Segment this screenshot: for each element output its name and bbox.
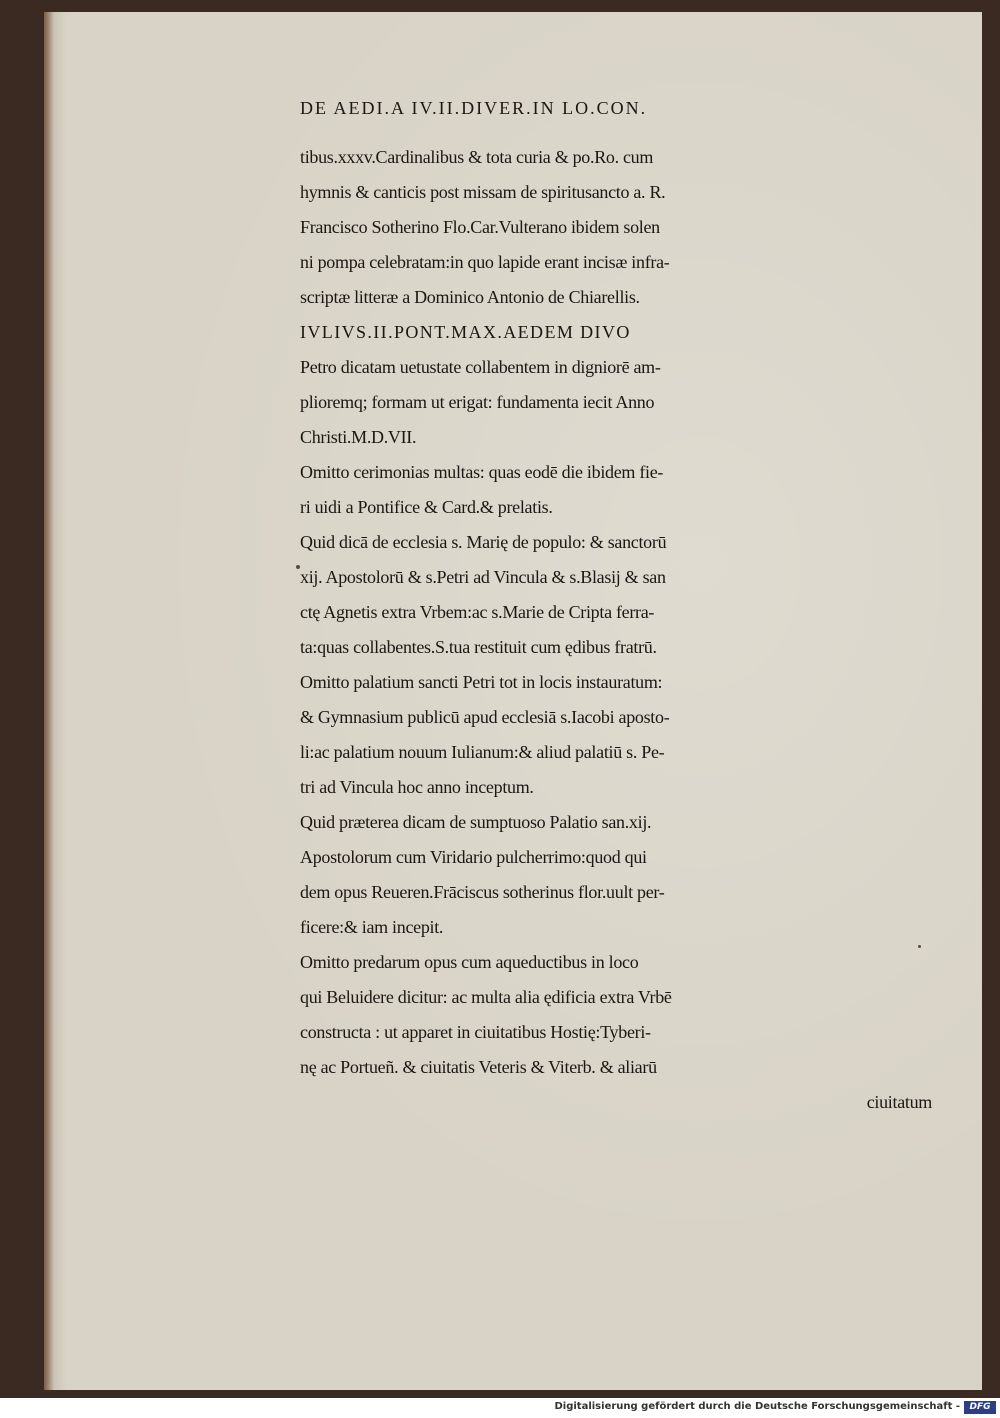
text-line: Quid præterea dicam de sumptuoso Palatio san.xij. <box>300 812 652 832</box>
text-line: Francisco Sotherino Flo.Car.Vulterano ibidem solen <box>300 217 660 237</box>
text-line: constructa : ut apparet in ciuitatibus Hostię:Tyberi- <box>300 1022 651 1042</box>
text-line: tibus.xxxv.Cardinalibus & tota curia & po.Ro. cum <box>300 147 654 167</box>
gutter-shadow <box>44 12 54 1390</box>
footer-bar <box>0 1398 1000 1418</box>
text-line: ri uidi a Pontifice & Card.& prelatis. <box>300 497 553 517</box>
text-line: Omitto predarum opus cum aqueductibus in loco <box>300 952 639 972</box>
text-line: scriptæ litteræ a Dominico Antonio de Chiarellis. <box>300 287 640 307</box>
text-line: Quid dicā de ecclesia s. Marię de populo: & sanctorū <box>300 532 667 552</box>
text-line: Apostolorum cum Viridario pulcherrimo:quod qui <box>300 847 647 867</box>
funding-credit: Digitalisierung gefördert durch die Deutsche Forschungsgemeinschaft - <box>554 1401 960 1412</box>
text-block <box>300 88 940 1120</box>
text-line: tri ad Vincula hoc anno inceptum. <box>300 777 534 797</box>
text-line: xij. Apostolorū & s.Petri ad Vincula & s.Blasij & san <box>300 567 666 587</box>
text-line: ficere:& iam incepit. <box>300 917 444 937</box>
text-line: Omitto cerimonias multas: quas eodē die ibidem fie- <box>300 462 664 482</box>
dfg-logo: DFG <box>964 1401 996 1414</box>
text-line: & Gymnasium publicū apud ecclesiā s.Iacobi aposto- <box>300 707 670 727</box>
text-line: qui Beluidere dicitur: ac multa alia ędificia extra Vrbē <box>300 987 672 1007</box>
text-line: li:ac palatium nouum Iulianum:& aliud palatiū s. Pe- <box>300 742 665 762</box>
text-line: Petro dicatam uetustate collabentem in digniorē am- <box>300 357 661 377</box>
text-line: Christi.M.D.VII. <box>300 427 417 447</box>
running-heading: DE AEDI.A IV.II.DIVER.IN LO.CON. <box>300 98 648 118</box>
text-line: hymnis & canticis post missam de spiritusancto a. R. <box>300 182 666 202</box>
text-line: dem opus Reueren.Frāciscus sotherinus flor.uult per- <box>300 882 665 902</box>
text-line: ni pompa celebratam:in quo lapide erant incisæ infra- <box>300 252 670 272</box>
text-line: ctę Agnetis extra Vrbem:ac s.Marie de Cripta ferra- <box>300 602 655 622</box>
text-line: ta:quas collabentes.S.tua restituit cum ędibus fratrū. <box>300 637 657 657</box>
text-line: plioremq; formam ut erigat: fundamenta iecit Anno <box>300 392 655 412</box>
text-line: nę ac Portueñ. & ciuitatis Veteris & Viterb. & aliarū <box>300 1057 657 1077</box>
catchword: ciuitatum <box>866 1092 932 1112</box>
inscription-line: IVLIVS.II.PONT.MAX.AEDEM DIVO <box>300 322 631 342</box>
text-line: Omitto palatium sancti Petri tot in locis instauratum: <box>300 672 663 692</box>
